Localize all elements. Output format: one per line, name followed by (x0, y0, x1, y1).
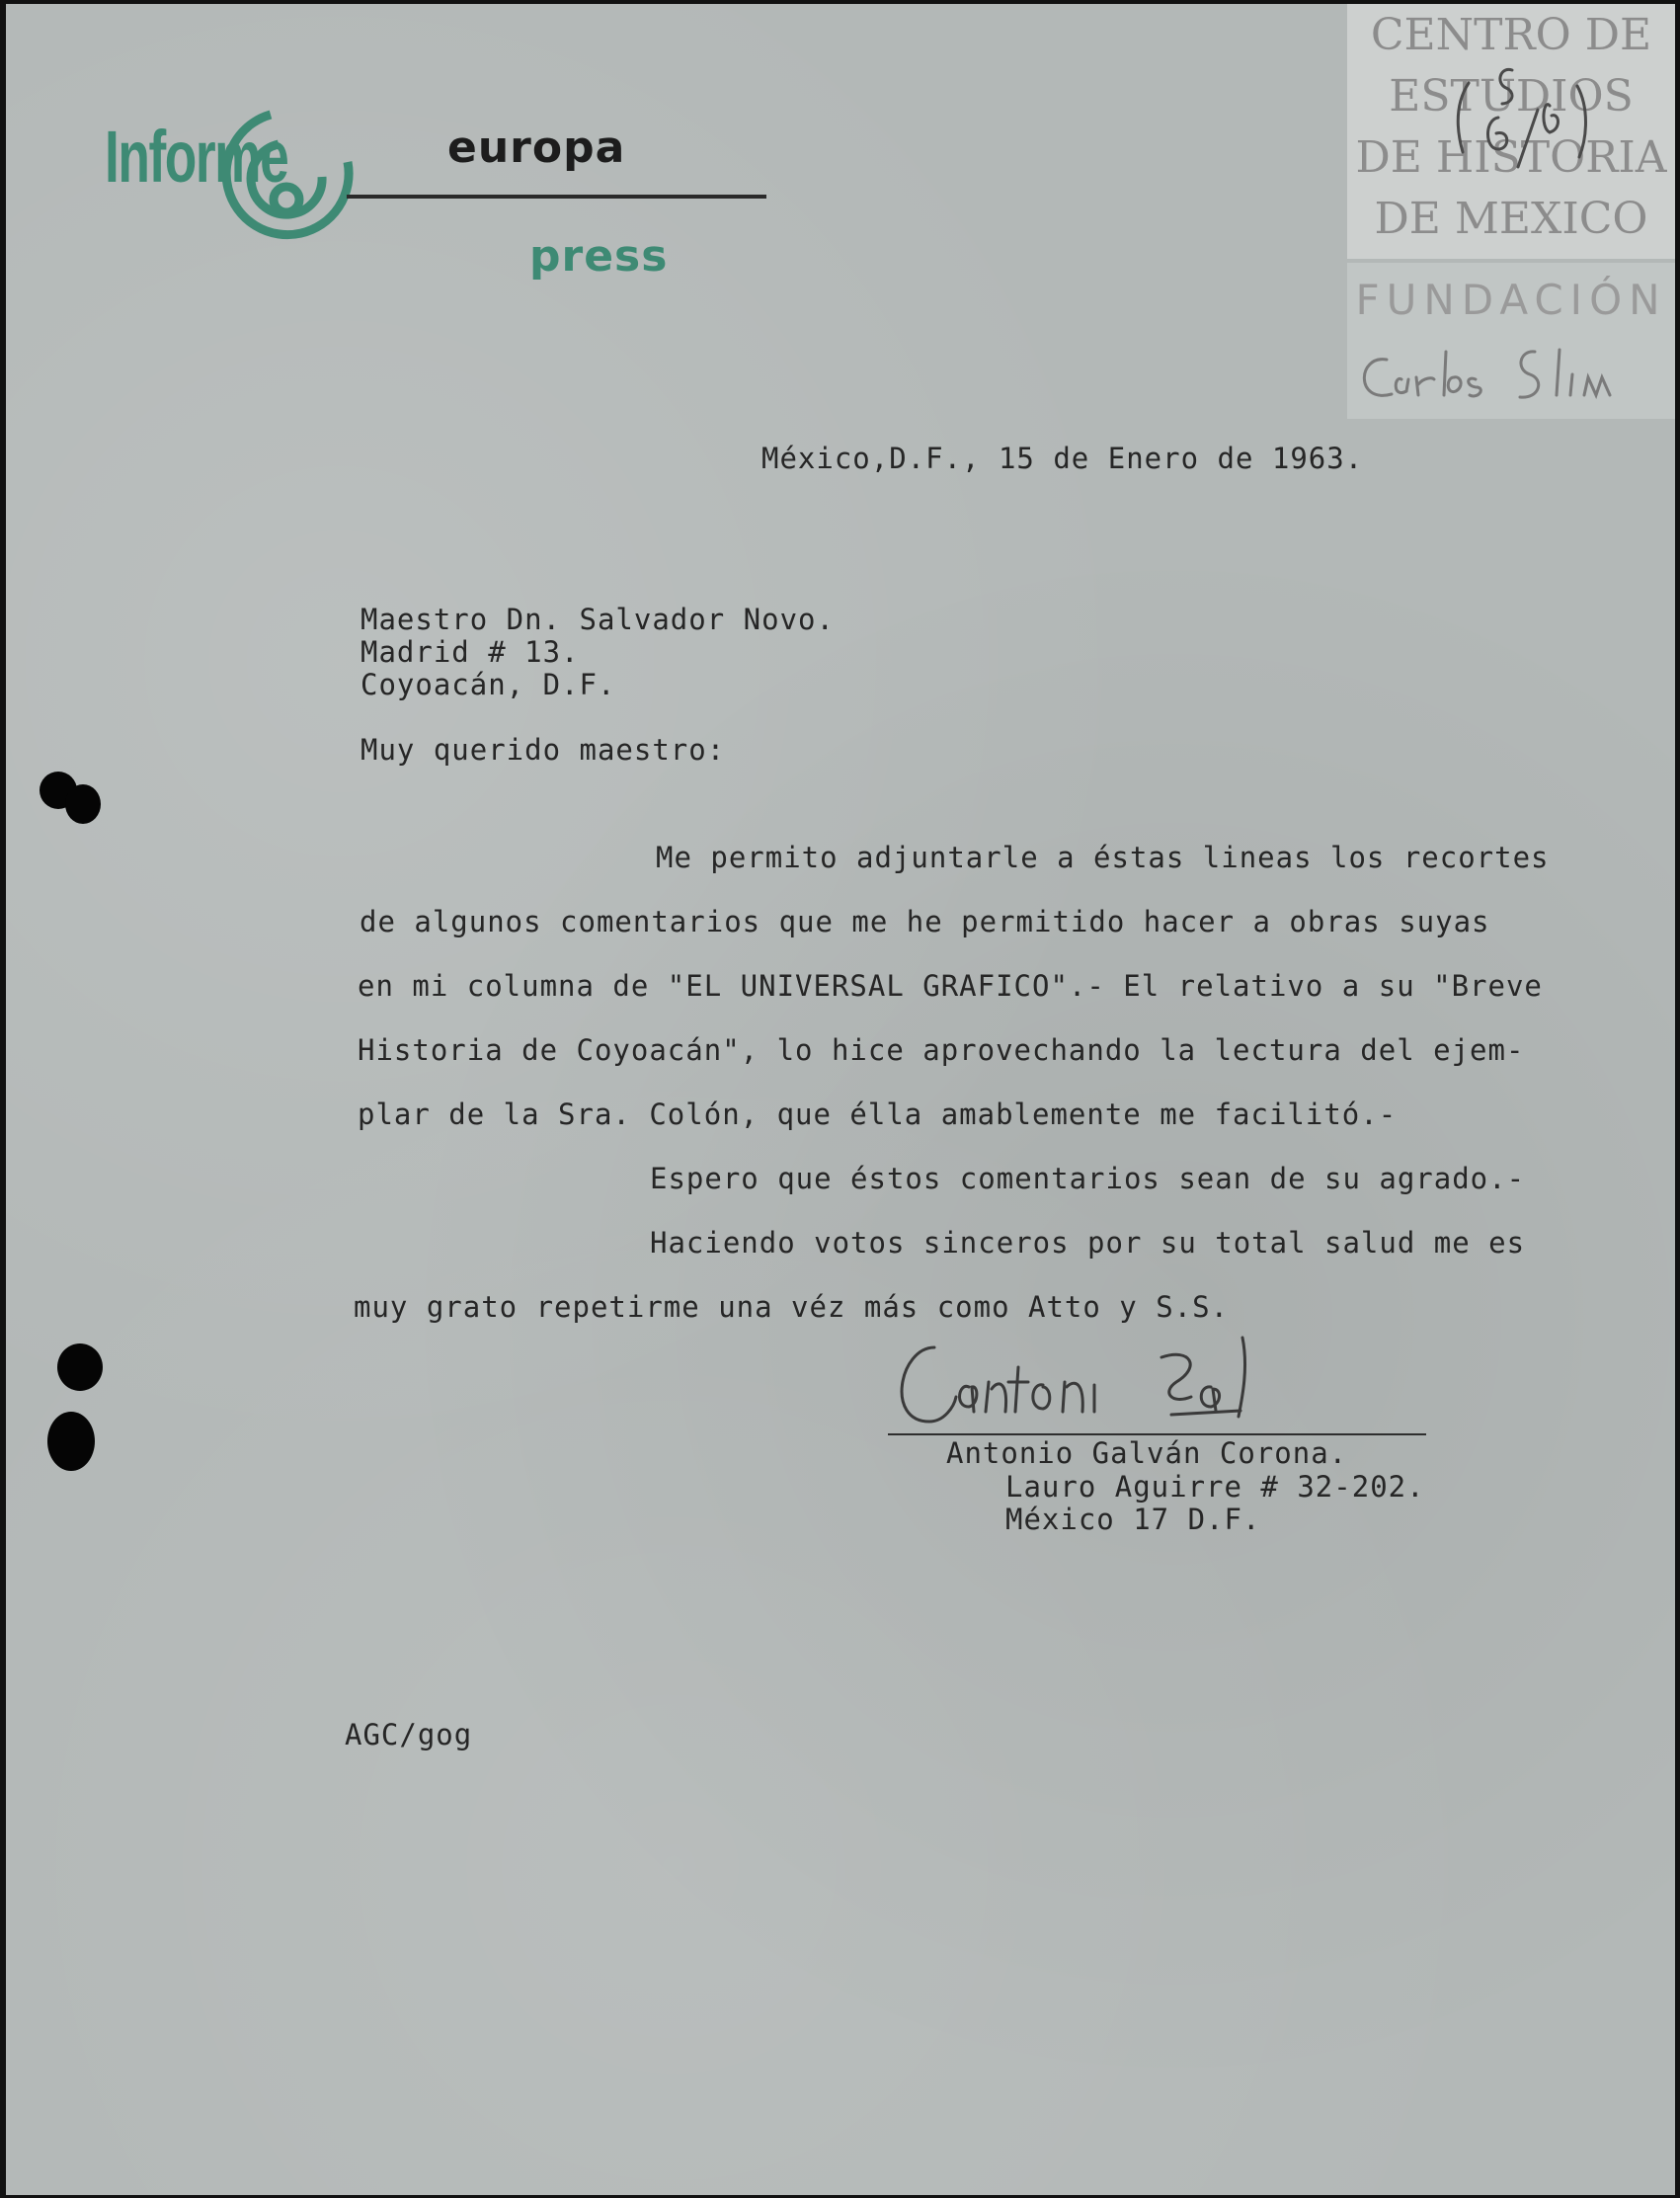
salutation: Muy querido maestro: (360, 733, 726, 767)
body-line: Espero que éstos comentarios sean de su agrado.- (650, 1162, 1526, 1195)
body-line: Me permito adjuntarle a éstas lineas los recortes (656, 841, 1550, 874)
address-line-1: Lauro Aguirre # 32-202. (1005, 1470, 1425, 1504)
stamp-foundation: FUNDACIÓN (1355, 276, 1667, 324)
recipient-line-1: Maestro Dn. Salvador Novo. (360, 603, 835, 636)
address-line-2: México 17 D.F. (1005, 1503, 1261, 1536)
carlos-slim-signature (1347, 330, 1675, 419)
punch-hole (65, 784, 101, 824)
punch-hole (57, 1343, 103, 1391)
logo-divider (347, 195, 766, 199)
europa-press-logo (105, 103, 697, 310)
body-line: Historia de Coyoacán", lo hice aprovechando la lectura del ejem- (358, 1033, 1525, 1067)
recipient-line-3: Coyoacán, D.F. (360, 668, 616, 701)
body-line: plar de la Sra. Colón, que élla amablemente me facilitó.- (358, 1098, 1398, 1131)
stamp-line-4: DE MEXICO (1374, 194, 1648, 244)
stamp-line-2: ESTUDIOS (1389, 71, 1634, 122)
body-line: muy grato repetirme una véz más como Atto y S.S. (354, 1290, 1230, 1324)
letter-date: México,D.F., 15 de Enero de 1963. (761, 442, 1364, 475)
body-line: en mi columna de "EL UNIVERSAL GRAFICO".- El relativo a su "Breve (358, 969, 1543, 1003)
reference-initials: AGC/gog (345, 1718, 473, 1751)
signature-line (888, 1433, 1426, 1435)
recipient-line-2: Madrid # 13. (360, 635, 580, 669)
pencil-archive-note (1441, 58, 1599, 216)
stamp-line-3: DE HISTORIA (1355, 132, 1667, 183)
stamp-line-1: CENTRO DE (1370, 10, 1652, 60)
letter-page (6, 4, 1675, 2195)
logo-europa-text: europa (447, 122, 626, 173)
body-line: de algunos comentarios que me he permitido hacer a obras suyas (360, 905, 1490, 938)
signature-name: Antonio Galván Corona. (946, 1436, 1348, 1470)
logo-press-text: press (529, 231, 669, 282)
punch-hole (47, 1412, 95, 1471)
body-line: Haciendo votos sinceros por su total salud me es (650, 1226, 1526, 1260)
logo-informe-text: Informe (105, 116, 288, 198)
